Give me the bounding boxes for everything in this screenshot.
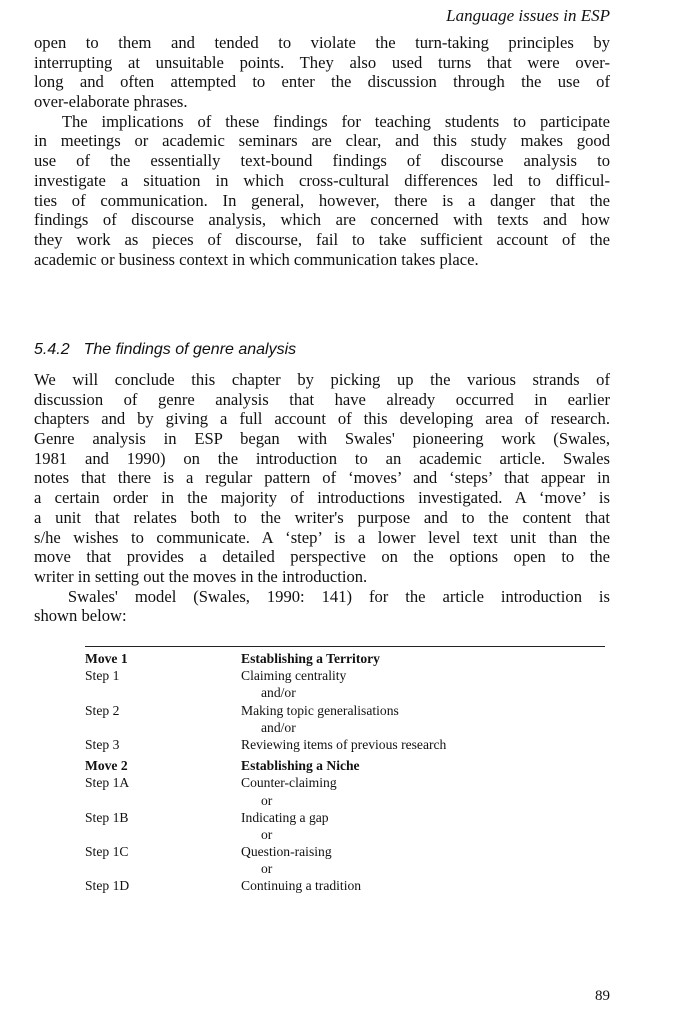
text-line: open to them and tended to violate the turn-taking principles by (34, 33, 610, 52)
paragraph (34, 370, 610, 587)
row-label: Step 1B (85, 809, 129, 825)
row-text: Establishing a Niche (241, 758, 360, 774)
table-row (85, 877, 605, 894)
row-label: Move 2 (85, 758, 128, 774)
text-line: We will conclude this chapter by picking up the various strands of (34, 370, 610, 389)
row-label: Step 1C (85, 844, 129, 860)
text-line: writer in setting out the moves in the introduction. (34, 566, 368, 586)
row-text: or (261, 861, 273, 877)
text-line: use of the essentially text-bound findings of discourse analysis to (34, 151, 610, 171)
text-line: long and often attempted to enter the discussion through the use of (34, 72, 610, 92)
row-text: Counter-claiming (241, 775, 337, 791)
text-line: The implications of these findings for teaching students to participate (34, 111, 610, 131)
running-header: Language issues in ESP (446, 6, 610, 25)
table-row (85, 826, 605, 843)
text-line: notes that there is a regular pattern of ‘moves’ and ‘steps’ that appear in (34, 468, 610, 488)
row-text: Establishing a Territory (241, 651, 380, 666)
body-text-section (34, 370, 610, 626)
row-label (85, 826, 241, 843)
row-label: Step 2 (85, 702, 120, 718)
table-top-rule (85, 646, 605, 647)
text-line: they work as pieces of discourse, fail to take sufficient account of the (34, 229, 610, 249)
row-text: Question-raising (241, 844, 332, 860)
text-line: s/he wishes to communicate. A ‘step’ is a lower level text unit than the (34, 527, 610, 547)
table-row (85, 809, 605, 826)
page-number: 89 (595, 988, 610, 1004)
paragraph (34, 112, 610, 270)
text-line: Swales' model (Swales, 1990: 141) for the article introduction is (34, 586, 610, 606)
text-line: ties of communication. In general, however, there is a danger that the (34, 190, 610, 210)
text-line: interrupting at unsuitable points. They also used turns that were over- (34, 52, 610, 72)
paragraph (34, 587, 610, 626)
section-title: The findings of genre analysis (83, 341, 297, 358)
row-label (85, 860, 241, 877)
table-row (85, 736, 605, 753)
row-text: Continuing a tradition (241, 878, 362, 894)
text-line: findings of discourse analysis, which are concerned with texts and how (34, 210, 610, 230)
table-row (85, 650, 605, 667)
row-text: and/or (261, 719, 296, 735)
row-text: Making topic generalisations (241, 702, 399, 718)
row-label (85, 792, 241, 809)
row-label (85, 719, 241, 736)
table-row (85, 684, 605, 701)
row-text: Indicating a gap (241, 809, 329, 825)
row-text: and/or (261, 685, 296, 701)
text-line: over-elaborate phrases. (34, 92, 188, 112)
text-line: 1981 and 1990) on the introduction to an academic article. Swales (34, 448, 610, 468)
text-line: chapters and by giving a full account of this developing area of research. (34, 409, 610, 429)
text-line: move that provides a detailed perspective on the options open to the (34, 547, 610, 567)
table-row (85, 702, 605, 719)
paragraph (34, 33, 610, 112)
row-label: Step 3 (85, 736, 120, 752)
table-row (85, 774, 605, 791)
text-line: a unit that relates both to the writer's purpose and to the content that (34, 507, 610, 527)
table-row (85, 667, 605, 684)
section-number: 5.4.2 (34, 341, 70, 358)
text-line: investigate a situation in which cross-cultural differences led to difficul- (34, 170, 610, 190)
table-row (85, 757, 605, 774)
row-label: Step 1D (85, 878, 130, 894)
table-row (85, 860, 605, 877)
table-row (85, 792, 605, 809)
table-row (85, 719, 605, 736)
swales-model-table (85, 646, 605, 895)
text-line: Genre analysis in ESP began with Swales' pioneering work (Swales, (34, 429, 610, 449)
row-label: Move 1 (85, 651, 128, 666)
row-text: Reviewing items of previous research (241, 736, 447, 752)
text-line: a certain order in the majority of introductions investigated. A ‘move’ is (34, 488, 610, 508)
text-line: in meetings or academic seminars are clear, and this study makes good (34, 131, 610, 151)
text-line: discussion of genre analysis that have already occurred in earlier (34, 389, 610, 409)
row-label: Step 1A (85, 775, 130, 791)
row-text: Claiming centrality (241, 668, 347, 684)
row-label: Step 1 (85, 668, 120, 684)
body-text-top (34, 33, 610, 269)
text-line: academic or business context in which communication takes place. (34, 249, 479, 269)
text-line: shown below: (34, 606, 127, 626)
section-heading (34, 341, 310, 359)
row-text: or (261, 792, 273, 808)
row-text: or (261, 826, 273, 842)
table-row (85, 843, 605, 860)
row-label (85, 684, 241, 701)
